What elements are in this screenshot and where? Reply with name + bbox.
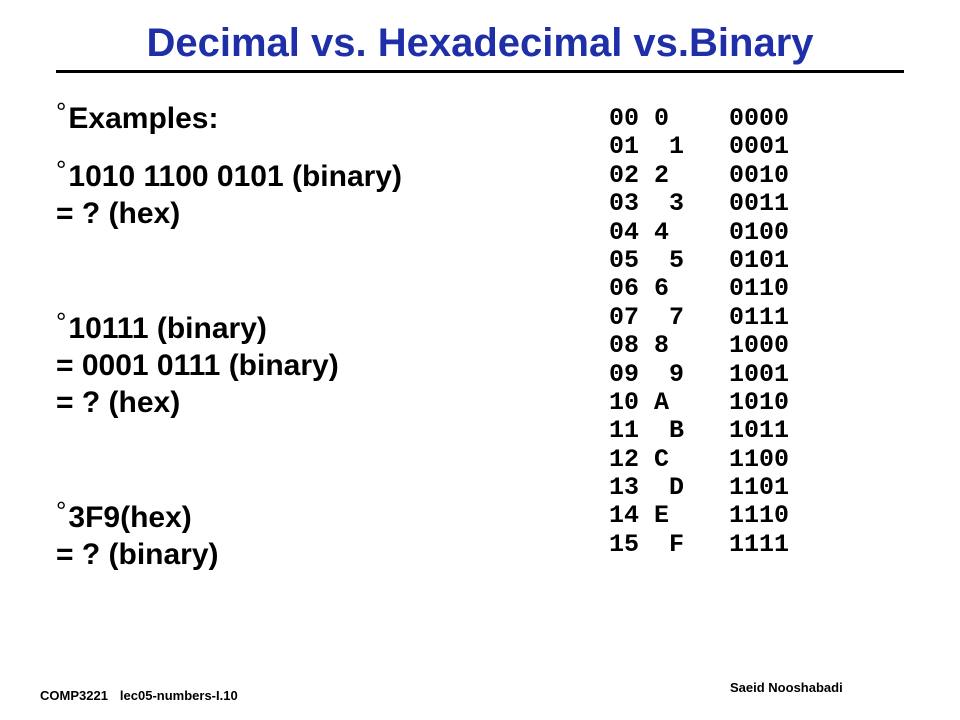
binary-cell: 1011 <box>729 416 790 446</box>
bullet-line <box>56 493 556 536</box>
hex-cell: 2 <box>654 160 670 190</box>
degree-bullet-icon: ° <box>56 307 67 337</box>
table-row <box>609 531 789 559</box>
bullet-binary-to-hex <box>56 152 556 232</box>
decimal-cell: 07 <box>609 302 640 332</box>
slide-title: Decimal vs. Hexadecimal vs.Binary <box>146 21 814 65</box>
hex-cell: 3 <box>669 189 685 219</box>
bullet-list <box>56 94 556 573</box>
binary-cell: 1110 <box>729 501 790 531</box>
decimal-cell: 00 <box>609 104 640 133</box>
decimal-cell: 04 <box>609 217 640 247</box>
bullet-line <box>56 152 556 195</box>
decimal-cell: 10 <box>609 387 640 417</box>
decimal-cell: 14 <box>609 501 640 531</box>
decimal-cell: 01 <box>609 132 640 162</box>
footer-author: Saeid Nooshabadi <box>730 680 843 695</box>
footer-course-info <box>40 688 250 703</box>
bullet-line <box>56 94 556 137</box>
binary-cell: 1010 <box>729 387 790 417</box>
hex-cell: E <box>654 501 670 531</box>
table-row <box>609 502 789 530</box>
binary-cell: 1101 <box>729 473 790 503</box>
hex-cell: B <box>669 416 685 446</box>
binary-cell: 0101 <box>729 245 790 275</box>
decimal-cell: 02 <box>609 160 640 190</box>
binary-cell: 1000 <box>729 331 790 361</box>
bullet-line: = 0001 0111 (binary) <box>56 349 339 382</box>
degree-bullet-icon: ° <box>56 496 67 526</box>
bullet-hex-to-binary <box>56 493 556 573</box>
decimal-cell: 08 <box>609 331 640 361</box>
hex-cell: 4 <box>654 217 670 247</box>
binary-cell: 1111 <box>729 529 790 559</box>
hex-cell: A <box>654 387 670 417</box>
decimal-cell: 09 <box>609 359 640 389</box>
conversion-table <box>609 105 789 559</box>
binary-cell: 0010 <box>729 160 790 190</box>
bullet-line <box>56 304 556 347</box>
hex-cell: 8 <box>654 331 670 361</box>
table-row <box>609 105 789 133</box>
table-row <box>609 389 789 417</box>
hex-cell: 6 <box>654 274 670 304</box>
decimal-cell: 11 <box>609 416 640 446</box>
table-row <box>609 219 789 247</box>
degree-bullet-icon: ° <box>56 155 67 185</box>
binary-cell: 0000 <box>729 104 790 133</box>
binary-cell: 0001 <box>729 132 790 162</box>
binary-cell: 0111 <box>729 302 790 332</box>
hex-cell: 5 <box>669 245 685 275</box>
table-row <box>609 332 789 360</box>
bullet-line: = ? (hex) <box>56 197 181 230</box>
hex-cell: D <box>669 473 685 503</box>
hex-cell: 1 <box>669 132 685 162</box>
course-code: COMP3221 <box>40 688 108 703</box>
table-row <box>609 304 789 332</box>
table-row <box>609 446 789 474</box>
decimal-cell: 03 <box>609 189 640 219</box>
bullet-padded-binary <box>56 304 556 421</box>
table-row <box>609 133 789 161</box>
table-row <box>609 275 789 303</box>
bullet-examples <box>56 94 556 137</box>
decimal-cell: 06 <box>609 274 640 304</box>
hex-cell: 9 <box>669 359 685 389</box>
decimal-cell: 15 <box>609 529 640 559</box>
hex-cell: 7 <box>669 302 685 332</box>
table-row <box>609 361 789 389</box>
bullet-line: = ? (binary) <box>56 538 219 571</box>
table-row <box>609 190 789 218</box>
table-row <box>609 247 789 275</box>
binary-cell: 0100 <box>729 217 790 247</box>
binary-cell: 0011 <box>729 189 790 219</box>
hex-cell: F <box>669 529 685 559</box>
table-row <box>609 474 789 502</box>
bullet-line: = ? (hex) <box>56 386 181 419</box>
table-row <box>609 162 789 190</box>
hex-cell: 0 <box>654 104 670 133</box>
lecture-id: lec05-numbers-I.10 <box>119 688 238 703</box>
title-divider <box>56 70 904 73</box>
hex-cell: C <box>654 444 670 474</box>
decimal-cell: 05 <box>609 245 640 275</box>
degree-bullet-icon: ° <box>56 97 67 127</box>
bullet-text: 3F9(hex) <box>68 501 192 534</box>
table-row <box>609 417 789 445</box>
bullet-text: 1010 1100 0101 (binary) <box>68 160 402 193</box>
binary-cell: 1100 <box>729 444 790 474</box>
binary-cell: 1001 <box>729 359 790 389</box>
binary-cell: 0110 <box>729 274 790 304</box>
decimal-cell: 13 <box>609 473 640 503</box>
bullet-text: 10111 (binary) <box>68 312 267 345</box>
decimal-cell: 12 <box>609 444 640 474</box>
bullet-text: Examples: <box>68 102 219 135</box>
